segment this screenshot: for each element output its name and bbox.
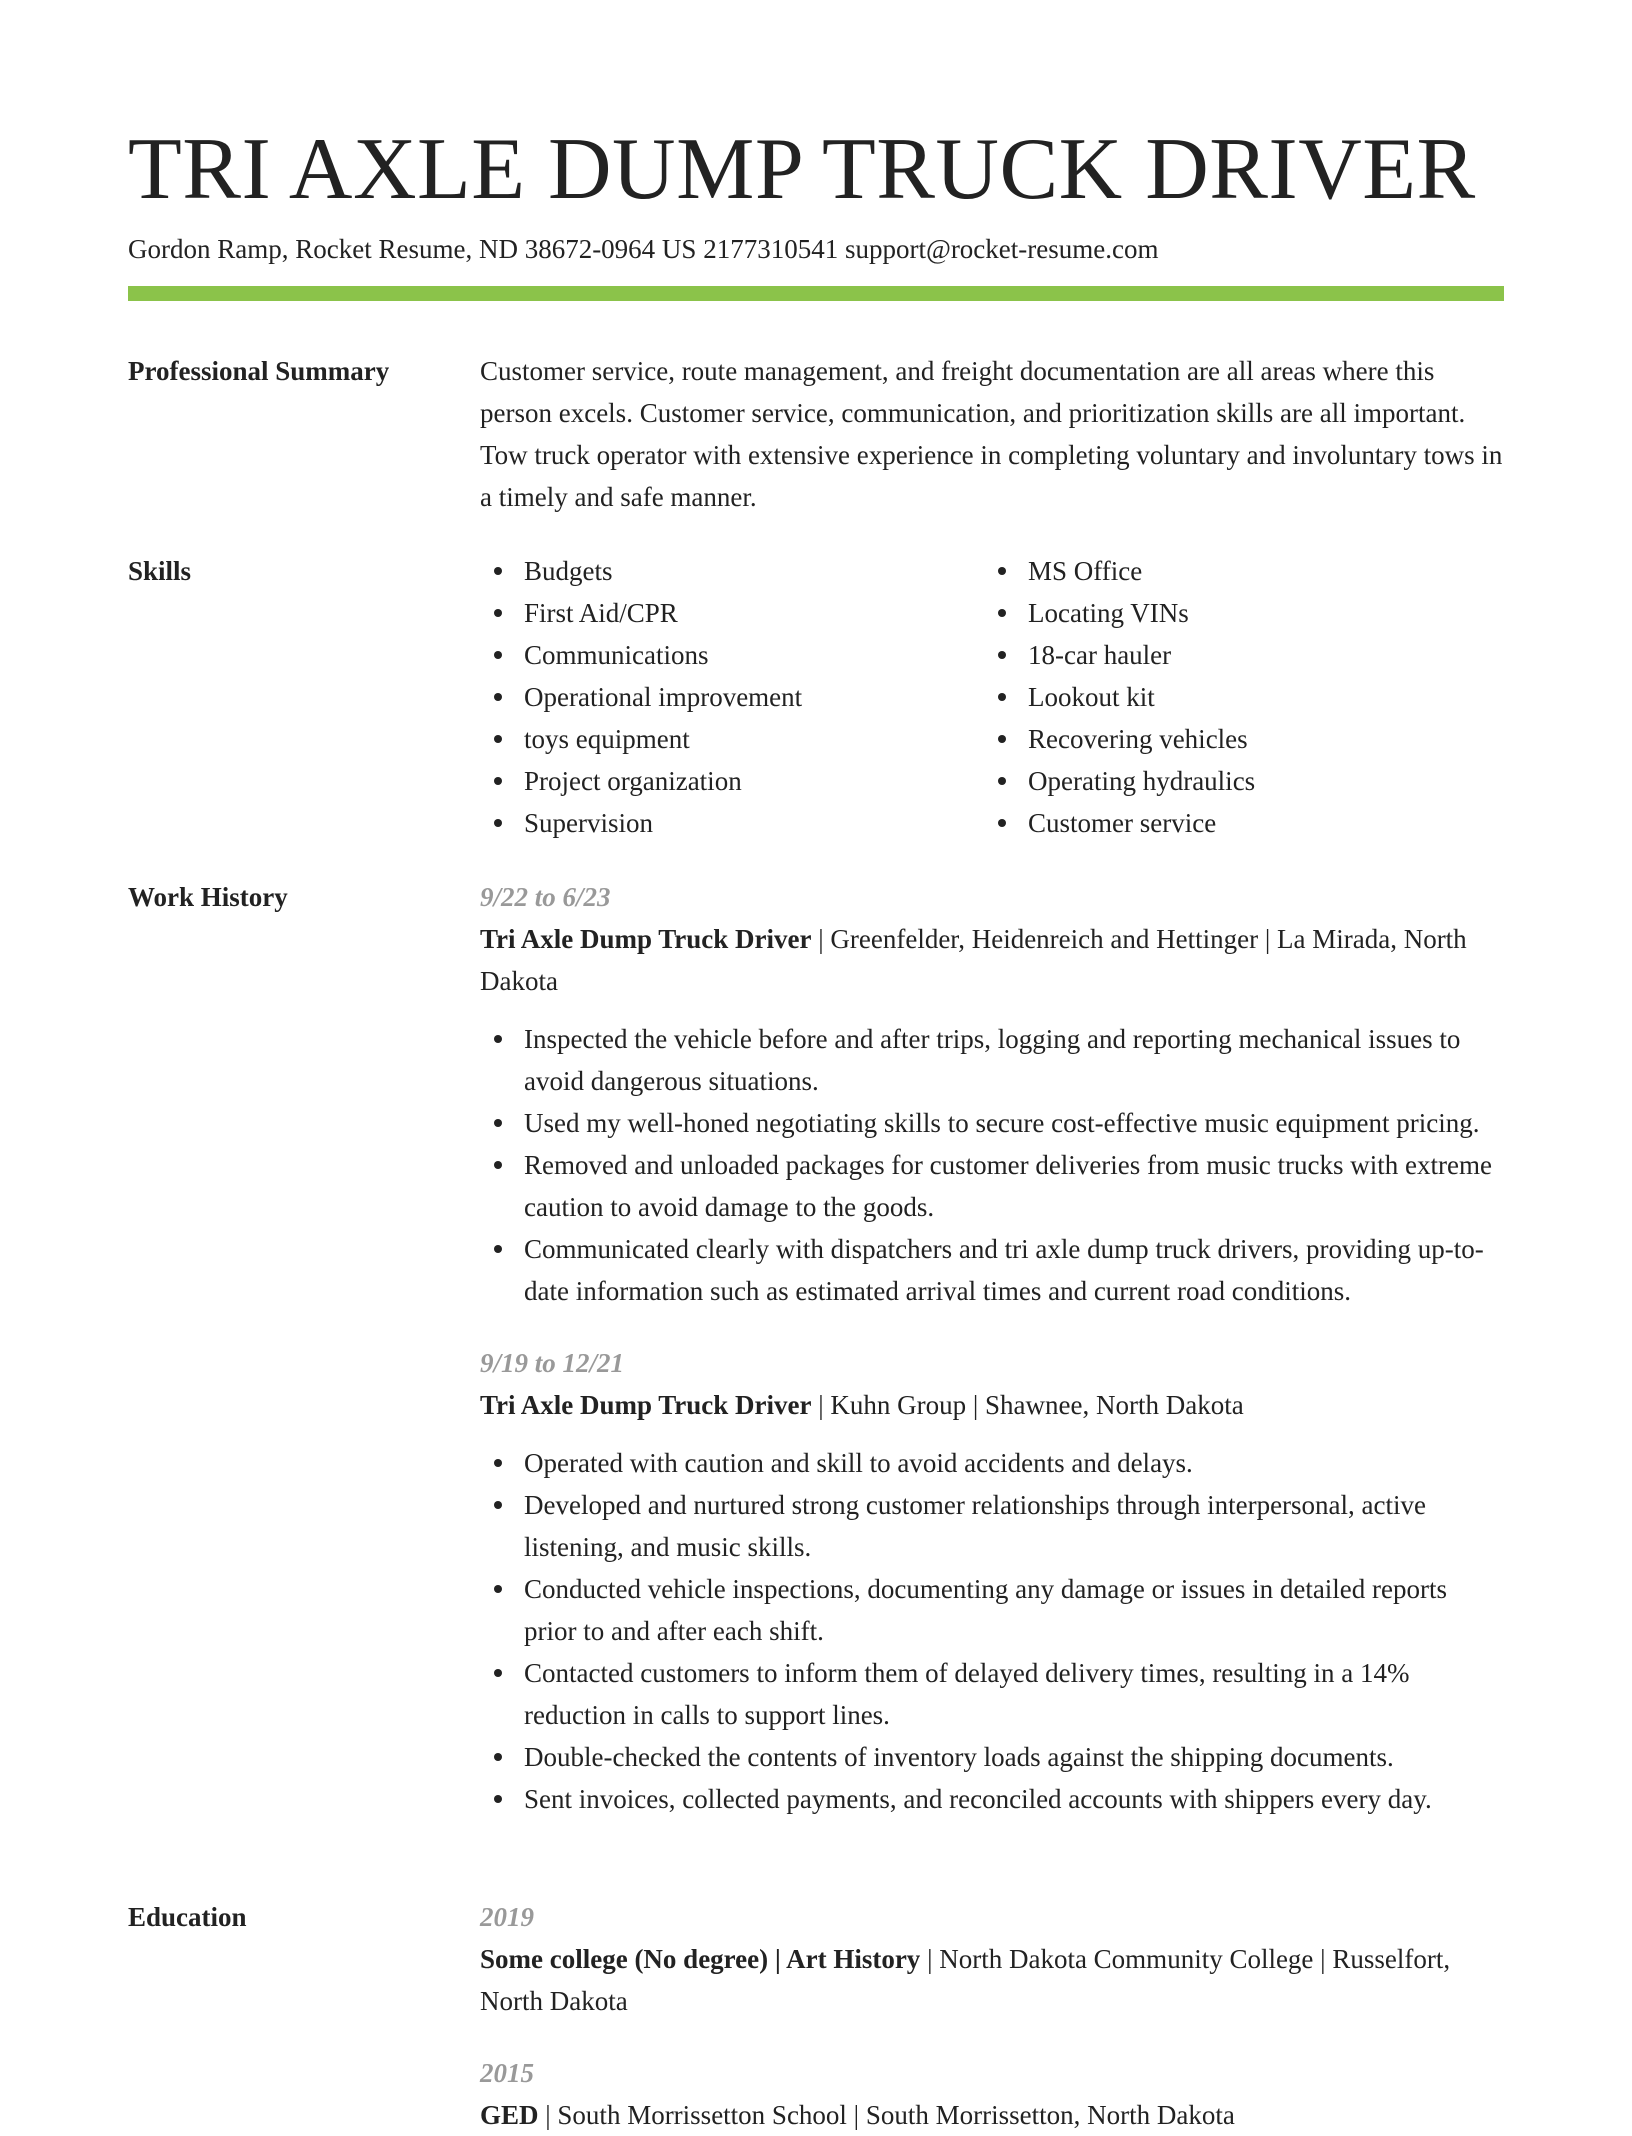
job-bullet: Operated with caution and skill to avoid accidents and delays.	[480, 1442, 1504, 1484]
skill-item: Customer service	[984, 802, 1488, 844]
skill-item: Locating VINs	[984, 592, 1488, 634]
job-bullet: Conducted vehicle inspections, documenting any damage or issues in detailed reports prior to and after each shift.	[480, 1568, 1504, 1652]
skill-item: Communications	[480, 634, 984, 676]
job-entry	[480, 1342, 1504, 1820]
education-details: | North Dakota Community College | Russelfort, North Dakota	[480, 1944, 1451, 2016]
summary-text: Customer service, route management, and freight documentation are all areas where this person excels. Customer service, communication, and prioritization skills are all important. Tow truck operator with extensive experience in completing voluntary and involuntary tows in a timely and safe manner.	[480, 356, 1503, 512]
job-role: Tri Axle Dump Truck Driver	[480, 1390, 812, 1420]
job-entry	[480, 876, 1504, 1312]
section-title-education: Education	[128, 1902, 247, 1932]
job-bullet: Contacted customers to inform them of delayed delivery times, resulting in a 14% reduction in calls to support lines.	[480, 1652, 1504, 1736]
skill-item: Recovering vehicles	[984, 718, 1488, 760]
job-role: Tri Axle Dump Truck Driver	[480, 924, 812, 954]
section-title-skills: Skills	[128, 556, 192, 586]
education-details: | South Morrissetton School | South Morrissetton, North Dakota	[538, 2100, 1235, 2130]
education-heading	[480, 1938, 1504, 2022]
skill-item: Operational improvement	[480, 676, 984, 718]
job-bullet: Used my well-honed negotiating skills to secure cost-effective music equipment pricing.	[480, 1102, 1504, 1144]
job-bullets	[480, 1018, 1504, 1312]
education-date: 2019	[480, 1902, 534, 1932]
job-bullet: Sent invoices, collected payments, and reconciled accounts with shippers every day.	[480, 1778, 1504, 1820]
skill-item: Supervision	[480, 802, 984, 844]
accent-rule	[128, 286, 1504, 301]
job-bullet: Developed and nurtured strong customer relationships through interpersonal, active listening, and music skills.	[480, 1484, 1504, 1568]
job-heading	[480, 918, 1504, 1002]
skill-item: Project organization	[480, 760, 984, 802]
skill-item: Lookout kit	[984, 676, 1488, 718]
education-entry	[480, 2052, 1504, 2136]
skills-list-right	[984, 550, 1488, 844]
section-title-work-history: Work History	[128, 882, 288, 912]
section-title-summary: Professional Summary	[128, 356, 390, 386]
education-entry	[480, 1896, 1504, 2022]
skill-item: First Aid/CPR	[480, 592, 984, 634]
job-date: 9/22 to 6/23	[480, 882, 611, 912]
job-bullet: Removed and unloaded packages for customer deliveries from music trucks with extreme caution to avoid damage to the goods.	[480, 1144, 1504, 1228]
job-bullet: Inspected the vehicle before and after trips, logging and reporting mechanical issues to avoid dangerous situations.	[480, 1018, 1504, 1102]
job-bullets	[480, 1442, 1504, 1820]
skill-item: MS Office	[984, 550, 1488, 592]
skill-item: toys equipment	[480, 718, 984, 760]
skill-item: 18-car hauler	[984, 634, 1488, 676]
contact-line: Gordon Ramp, Rocket Resume, ND 38672-0964 US 2177310541 support@rocket-resume.com	[128, 234, 1159, 264]
job-heading	[480, 1384, 1504, 1426]
education-degree: GED	[480, 2100, 539, 2130]
education-heading	[480, 2094, 1504, 2136]
education-degree: Some college (No degree) | Art History	[480, 1944, 921, 1974]
resume-title: TRI AXLE DUMP TRUCK DRIVER	[128, 121, 1476, 218]
skill-item: Operating hydraulics	[984, 760, 1488, 802]
skill-item: Budgets	[480, 550, 984, 592]
job-bullet: Communicated clearly with dispatchers and tri axle dump truck drivers, providing up-to-date information such as estimated arrival times and current road conditions.	[480, 1228, 1504, 1312]
job-details: | Kuhn Group | Shawnee, North Dakota	[811, 1390, 1244, 1420]
job-bullet: Double-checked the contents of inventory loads against the shipping documents.	[480, 1736, 1504, 1778]
job-date: 9/19 to 12/21	[480, 1348, 625, 1378]
education-date: 2015	[480, 2058, 534, 2088]
skills-list-left	[480, 550, 984, 844]
job-details: | Greenfelder, Heidenreich and Hettinger | La Mirada, North Dakota	[480, 924, 1467, 996]
